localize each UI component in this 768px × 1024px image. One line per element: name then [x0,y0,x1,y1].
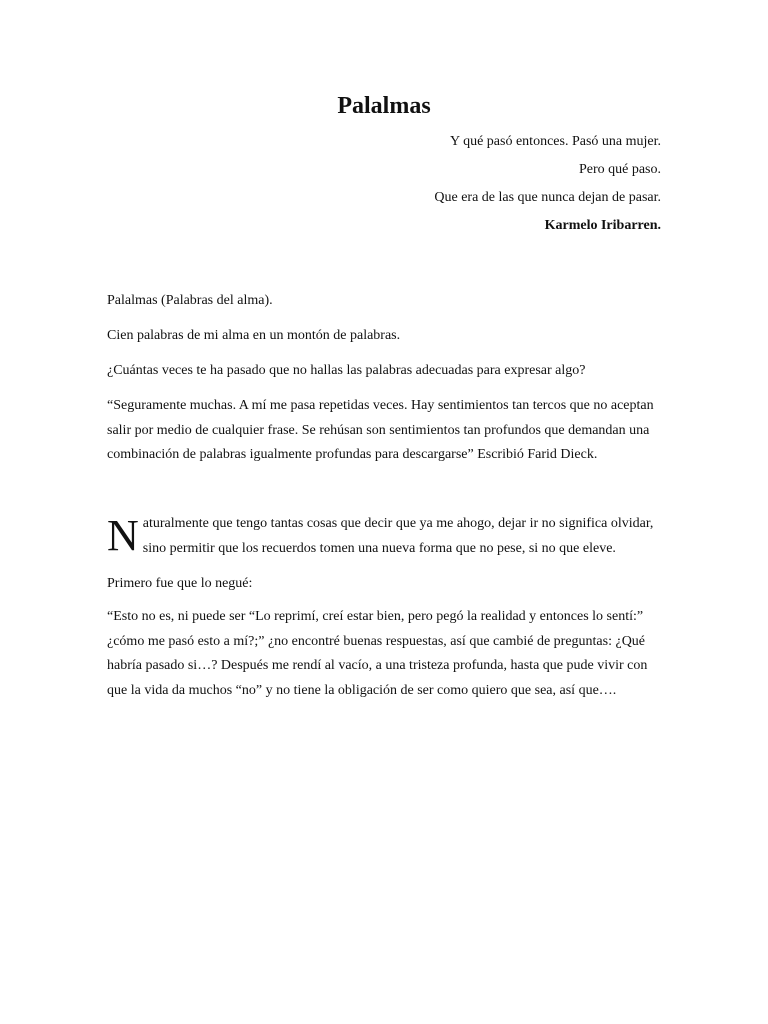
epigraph-line: Y qué pasó entonces. Pasó una mujer. [450,134,661,149]
paragraph-dropcap-text: aturalmente que tengo tantas cosas que decir que ya me ahogo, dejar ir no significa olvidar, sino permitir que los recuerdos tomen una nueva forma que no pese, si no que eleve. [142,516,654,556]
paragraph-quote: “Seguramente muchas. A mí me pasa repetidas veces. Hay sentimientos tan tercos que no aceptan salir por medio de cualquier frase. Se rehúsan son sentimientos tan profundos que demandan una combinación de palabras igualmente profundas para descargarse” Escribió Farid Dieck. [107,398,654,462]
paragraph-subtitle: Cien palabras de mi alma en un montón de palabras. [107,328,401,343]
paragraph-denial: Primero fue que lo negué: [107,576,253,591]
epigraph-line: Que era de las que nunca dejan de pasar. [434,190,661,205]
page-title: Palalmas [337,93,431,119]
epigraph [101,132,661,244]
epigraph-line: Pero qué paso. [578,162,661,177]
paragraph-dropcap [107,512,663,561]
paragraph-question: ¿Cuántas veces te ha pasado que no hallas las palabras adecuadas para expresar algo? [107,363,586,378]
paragraph-intro: Palalmas (Palabras del alma). [107,293,273,308]
epigraph-author: Karmelo Iribarren. [544,218,661,233]
drop-cap-letter: N [107,511,139,560]
paragraph-reflection: “Esto no es, ni puede ser “Lo reprimí, creí estar bien, pero pegó la realidad y entonces lo sentí:” ¿cómo me pasó esto a mí?;” ¿no encontré buenas respuestas, así que cambié de preguntas: ¿Qué habría pasado si…? Después me rendí al vacío, a una tristeza profunda, hasta que pude vivir con que la vida da muchos “no” y no tiene la obligación de ser como quiero que sea, así que…. [107,609,648,698]
